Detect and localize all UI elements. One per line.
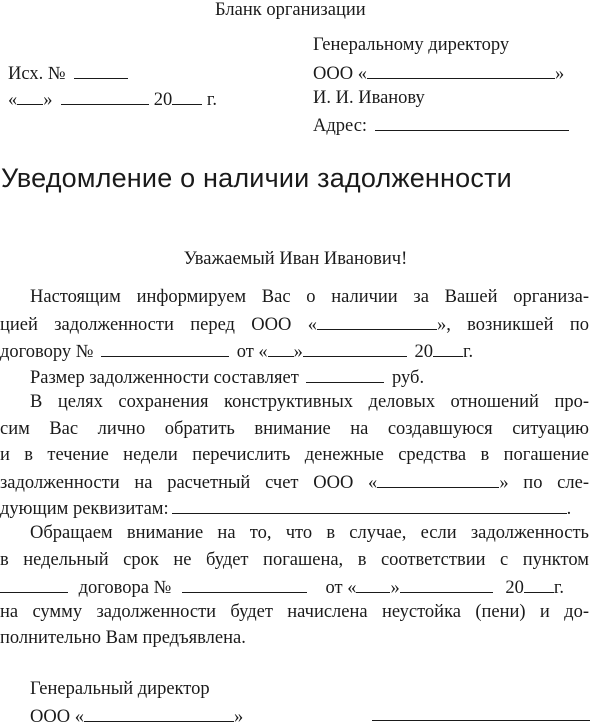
creditor-org-field[interactable] xyxy=(317,314,437,330)
document-title: Уведомление о наличии задолженности xyxy=(1,163,512,193)
outgoing-number-line xyxy=(8,63,128,84)
signer-org-line: ООО « » xyxy=(30,707,244,727)
signature-line[interactable] xyxy=(372,720,590,721)
clause-number-field[interactable] xyxy=(0,577,68,593)
body-line: Размер задолженности составляет руб. xyxy=(30,368,425,388)
addressee-org-field[interactable] xyxy=(367,63,555,79)
signer-position: Генеральный директор xyxy=(30,679,210,699)
contract-month-field[interactable] xyxy=(303,341,407,357)
contract-number-field[interactable] xyxy=(101,341,229,357)
body-line: полнительно Вам предъявлена. xyxy=(0,628,246,648)
body-line: и в течение недели перечислить денежные средства в погашение xyxy=(0,445,589,465)
date-line: « » 20 г. xyxy=(8,90,218,110)
signer-org-field[interactable] xyxy=(84,706,234,722)
outgoing-number-label: Исх. № xyxy=(8,64,66,84)
bank-details-field[interactable] xyxy=(172,498,567,514)
org-blank-label: Бланк организации xyxy=(215,0,366,20)
recipient-org-field[interactable] xyxy=(377,472,499,488)
addressee-address-field[interactable] xyxy=(375,115,569,131)
contract-year-field-2[interactable] xyxy=(524,577,554,593)
body-line: дующим реквизитам: . xyxy=(0,499,572,519)
addressee-address-line: Адрес: xyxy=(313,115,569,136)
contract-day-field-2[interactable] xyxy=(356,577,390,593)
outgoing-number-field[interactable] xyxy=(74,63,128,79)
body-line: договора № от « » 20 г. xyxy=(0,577,564,598)
contract-month-field-2[interactable] xyxy=(400,577,493,593)
addressee-position: Генеральному директору xyxy=(313,35,510,55)
greeting: Уважаемый Иван Иванович! xyxy=(183,249,408,269)
contract-number-field-2[interactable] xyxy=(182,577,307,593)
contract-day-field[interactable] xyxy=(268,341,294,357)
date-year-field[interactable] xyxy=(172,89,202,105)
body-line: задолженности на расчетный счет ООО « » по сле- xyxy=(0,473,589,493)
body-line: договору № от « » 20 г. xyxy=(0,342,474,362)
body-line: на сумму задолженности будет начислена неустойка (пени) и до- xyxy=(0,602,589,622)
body-line: Обращаем внимание на то, что в случае, если задолженность xyxy=(30,523,589,543)
addressee-name: И. И. Иванову xyxy=(313,88,425,108)
body-line: В целях сохранения конструктивных деловых отношений про- xyxy=(30,392,589,412)
date-day-field[interactable] xyxy=(17,89,43,105)
body-line: сим Вас лично обратить внимание на создавшуюся ситуацию xyxy=(0,419,589,439)
contract-year-field[interactable] xyxy=(433,341,463,357)
addressee-org-line: ООО « » xyxy=(313,64,565,84)
body-line: цией задолженности перед ООО « », возникшей по xyxy=(0,315,589,335)
debt-amount-field[interactable] xyxy=(306,367,384,383)
body-line: в недельный срок не будет погашена, в соответствии с пунктом xyxy=(0,550,589,570)
body-line: Настоящим информируем Вас о наличии за Вашей организа- xyxy=(30,287,589,307)
date-month-field[interactable] xyxy=(61,89,149,105)
